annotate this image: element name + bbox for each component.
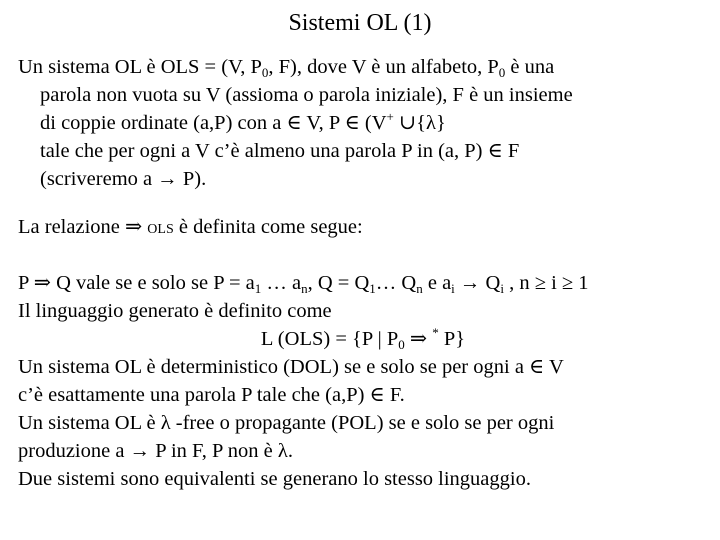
slide-title: Sistemi OL (1) [288,10,432,36]
rule-line-6: Un sistema OL è λ -free o propagante (POL) se e solo se per ogni [18,412,555,434]
rule-line-4: Un sistema OL è deterministico (DOL) se e solo se per ogni a ∈ V [18,356,564,378]
text-run: → Q [454,272,501,294]
text-run: La relazione ⇒ [18,216,148,238]
text-run: P ⇒ Q vale se e solo se P = a [18,272,255,294]
definition-paragraph [18,53,708,193]
rule-line-5: c’è esattamente una parola P tale che (a,P) ∈ F. [18,384,405,406]
subscript: 0 [398,337,405,352]
text-run: è una [505,56,555,78]
definition-line-5: (scriveremo a → P). [40,168,207,190]
rule-line-8: Due sistemi sono equivalenti se generano lo stesso linguaggio. [18,468,531,490]
rules-paragraph [18,269,708,493]
rule-line-1 [18,269,708,297]
rule-line-2: Il linguaggio generato è definito come [18,300,332,322]
subscript: i [500,281,504,296]
text-run: , F), dove V è un alfabeto, P [268,56,499,78]
text-run: e a [422,272,452,294]
language-formula [18,325,708,353]
subscript: 0 [261,65,269,80]
rule-line-7: produzione a → P in F, P non è λ. [18,440,293,462]
subscript: n [301,281,308,296]
relation-paragraph [18,213,708,244]
text-run: … a [261,272,302,294]
relation-subscript: OLS [147,222,174,237]
definition-line-4: tale che per ogni a V c’è almeno una parola P in (a, P) ∈ F [40,140,520,162]
definition-line-3 [18,109,708,137]
subscript: 0 [498,65,506,80]
text-run: P} [438,328,466,350]
subscript: i [451,281,455,296]
superscript: + [386,109,394,124]
text-run: è definita come segue: [173,216,363,238]
text-run: ⇒ [404,328,433,350]
text-run: ∪{λ} [393,112,446,134]
text-run: … Q [375,272,417,294]
text-run: Un sistema OL è OLS = (V, P [18,56,262,78]
text-run: , Q = Q [307,272,370,294]
definition-line-1 [18,53,708,81]
subscript: n [416,281,423,296]
superscript: * [432,325,439,340]
definition-line-2: parola non vuota su V (assioma o parola iniziale), F è un insieme [40,84,573,106]
text-run: di coppie ordinate (a,P) con a ∈ V, P ∈ (V [40,112,387,134]
relation-line [18,213,708,244]
text-run: , n ≥ i ≥ 1 [503,272,589,294]
text-run: L (OLS) = {P | P [260,328,399,350]
subscript: 1 [254,281,262,296]
subscript: 1 [369,281,376,296]
